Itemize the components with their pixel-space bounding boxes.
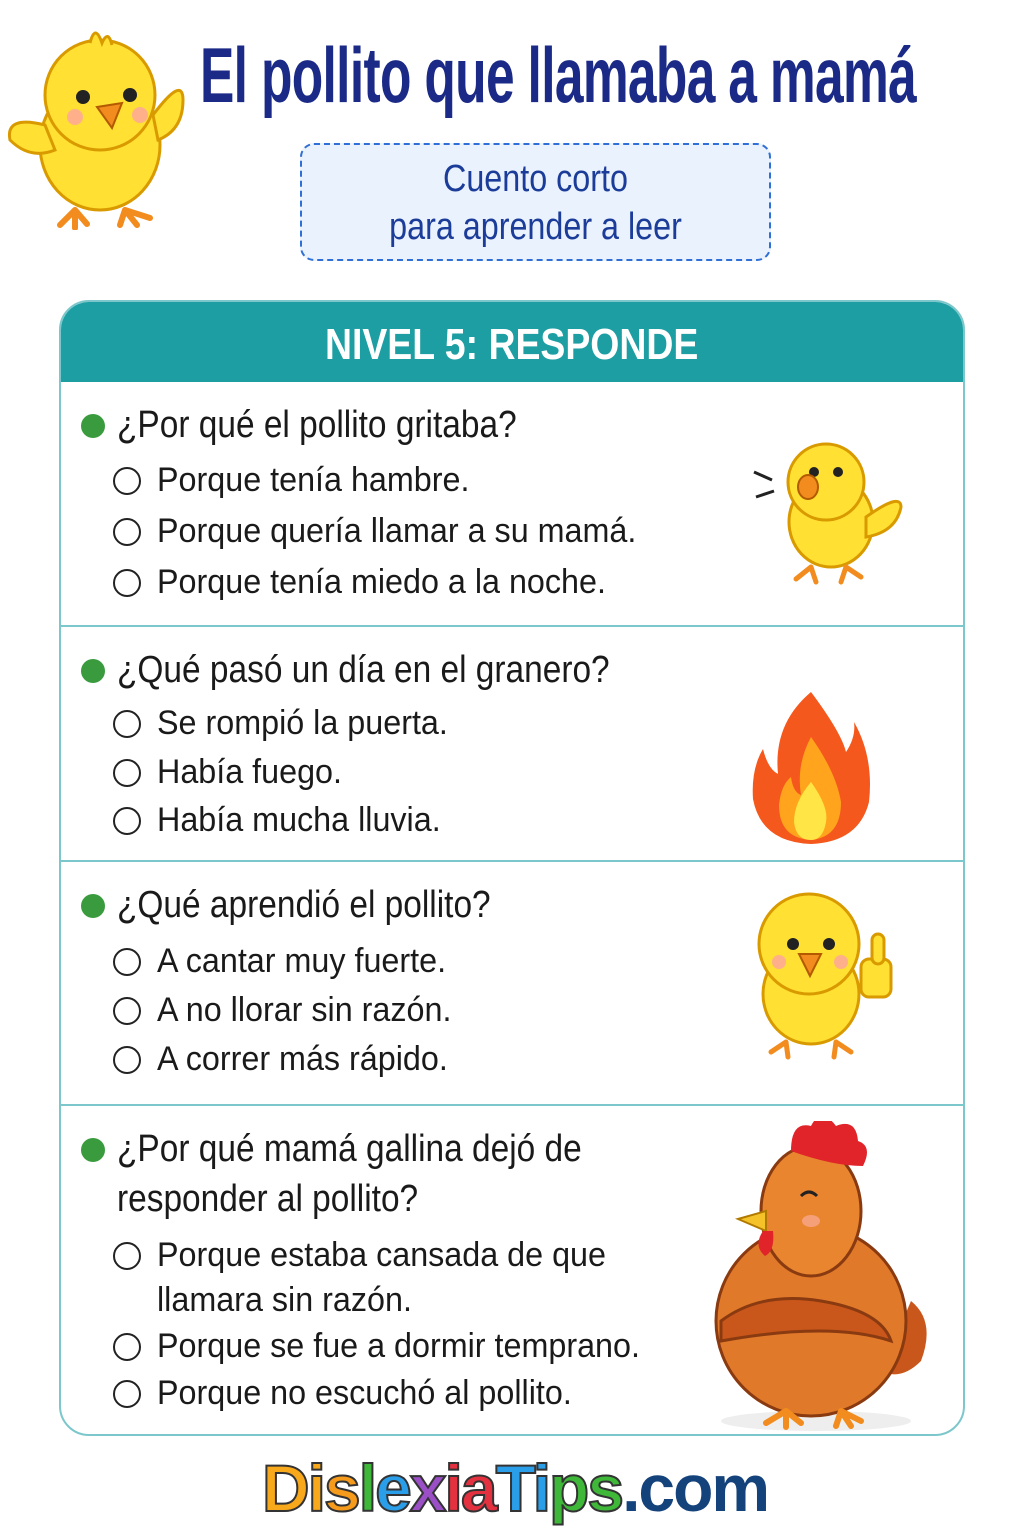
- answer-option[interactable]: [113, 701, 463, 745]
- question-4: [61, 1104, 963, 1436]
- radio-icon[interactable]: [113, 1046, 141, 1074]
- radio-icon[interactable]: [113, 807, 141, 835]
- hen-illustration: [701, 1121, 931, 1436]
- option-label: A no llorar sin razón.: [157, 991, 452, 1029]
- quiz-heading: [61, 302, 963, 382]
- answer-option-continued: [113, 1278, 425, 1322]
- radio-icon[interactable]: [113, 710, 141, 738]
- bullet-icon: [81, 659, 105, 683]
- bullet-icon: [81, 414, 105, 438]
- logo-part: Di: [262, 1451, 324, 1525]
- bullet-icon: [81, 1138, 105, 1162]
- radio-icon[interactable]: [113, 1333, 141, 1361]
- radio-icon[interactable]: [113, 467, 141, 495]
- logo-part: s: [324, 1451, 359, 1525]
- logo-part: l: [358, 1451, 376, 1525]
- subtitle-line-2: para aprender a leer: [389, 206, 682, 248]
- answer-option[interactable]: [113, 988, 467, 1032]
- option-label: Porque estaba cansada de que: [157, 1236, 606, 1274]
- answer-option[interactable]: [113, 458, 486, 502]
- radio-icon[interactable]: [113, 1242, 141, 1270]
- option-label: Porque tenía hambre.: [157, 461, 470, 499]
- logo-part: s: [587, 1451, 623, 1525]
- option-label: Porque quería llamar a su mamá.: [157, 512, 637, 550]
- option-label: Porque no escuchó al pollito.: [157, 1374, 572, 1412]
- shouting-chick-illustration: [746, 427, 906, 587]
- subtitle-line-1: Cuento corto: [443, 158, 628, 200]
- answer-option[interactable]: [113, 1371, 594, 1415]
- logo-part: i: [444, 1451, 461, 1525]
- logo-part: x: [409, 1451, 445, 1525]
- answer-option[interactable]: [113, 939, 461, 983]
- answer-option[interactable]: [113, 509, 662, 553]
- answer-option[interactable]: [113, 1233, 630, 1277]
- answer-option[interactable]: [113, 1037, 463, 1081]
- subtitle-box: [300, 143, 771, 261]
- question-text-line-1: ¿Por qué mamá gallina dejó de: [117, 1128, 582, 1170]
- radio-icon[interactable]: [113, 518, 141, 546]
- option-label: A cantar muy fuerte.: [157, 942, 447, 980]
- thumbs-up-chick-illustration: [741, 884, 901, 1064]
- logo-part: T: [495, 1451, 533, 1525]
- waving-chick-illustration: [5, 15, 190, 230]
- page-title: El pollito que llamaba a mamá: [200, 31, 917, 119]
- fire-icon: [751, 687, 871, 847]
- radio-icon[interactable]: [113, 997, 141, 1025]
- radio-icon[interactable]: [113, 948, 141, 976]
- option-label: llamara sin razón.: [157, 1281, 412, 1319]
- question-3: [61, 860, 963, 1104]
- radio-icon[interactable]: [113, 759, 141, 787]
- option-label: Porque tenía miedo a la noche.: [157, 563, 606, 601]
- option-label: Había mucha lluvia.: [157, 801, 441, 839]
- option-label: Había fuego.: [157, 753, 342, 791]
- question-text: ¿Qué aprendió el pollito?: [117, 884, 491, 926]
- radio-icon[interactable]: [113, 1380, 141, 1408]
- answer-option[interactable]: [113, 1324, 665, 1368]
- quiz-card: [59, 300, 965, 1436]
- question-text: ¿Por qué el pollito gritaba?: [117, 404, 517, 446]
- logo-part: i: [532, 1451, 550, 1525]
- question-2: [61, 625, 963, 860]
- question-text: ¿Qué pasó un día en el granero?: [117, 649, 610, 691]
- logo-suffix: .com: [622, 1451, 769, 1525]
- logo-part: e: [375, 1451, 410, 1525]
- quiz-heading-text: NIVEL 5: RESPONDE: [325, 320, 699, 369]
- question-text-line-2: responder al pollito?: [117, 1178, 419, 1220]
- answer-option[interactable]: [113, 560, 630, 604]
- logo-part: a: [460, 1451, 496, 1525]
- logo-part: p: [549, 1451, 588, 1525]
- dislexiatips-logo[interactable]: [262, 1450, 768, 1526]
- option-label: A correr más rápido.: [157, 1040, 448, 1078]
- answer-option[interactable]: [113, 750, 352, 794]
- option-label: Se rompió la puerta.: [157, 704, 448, 742]
- question-1: [61, 382, 963, 625]
- radio-icon[interactable]: [113, 569, 141, 597]
- bullet-icon: [81, 894, 105, 918]
- option-label: Porque se fue a dormir temprano.: [157, 1327, 640, 1365]
- answer-option[interactable]: [113, 798, 456, 842]
